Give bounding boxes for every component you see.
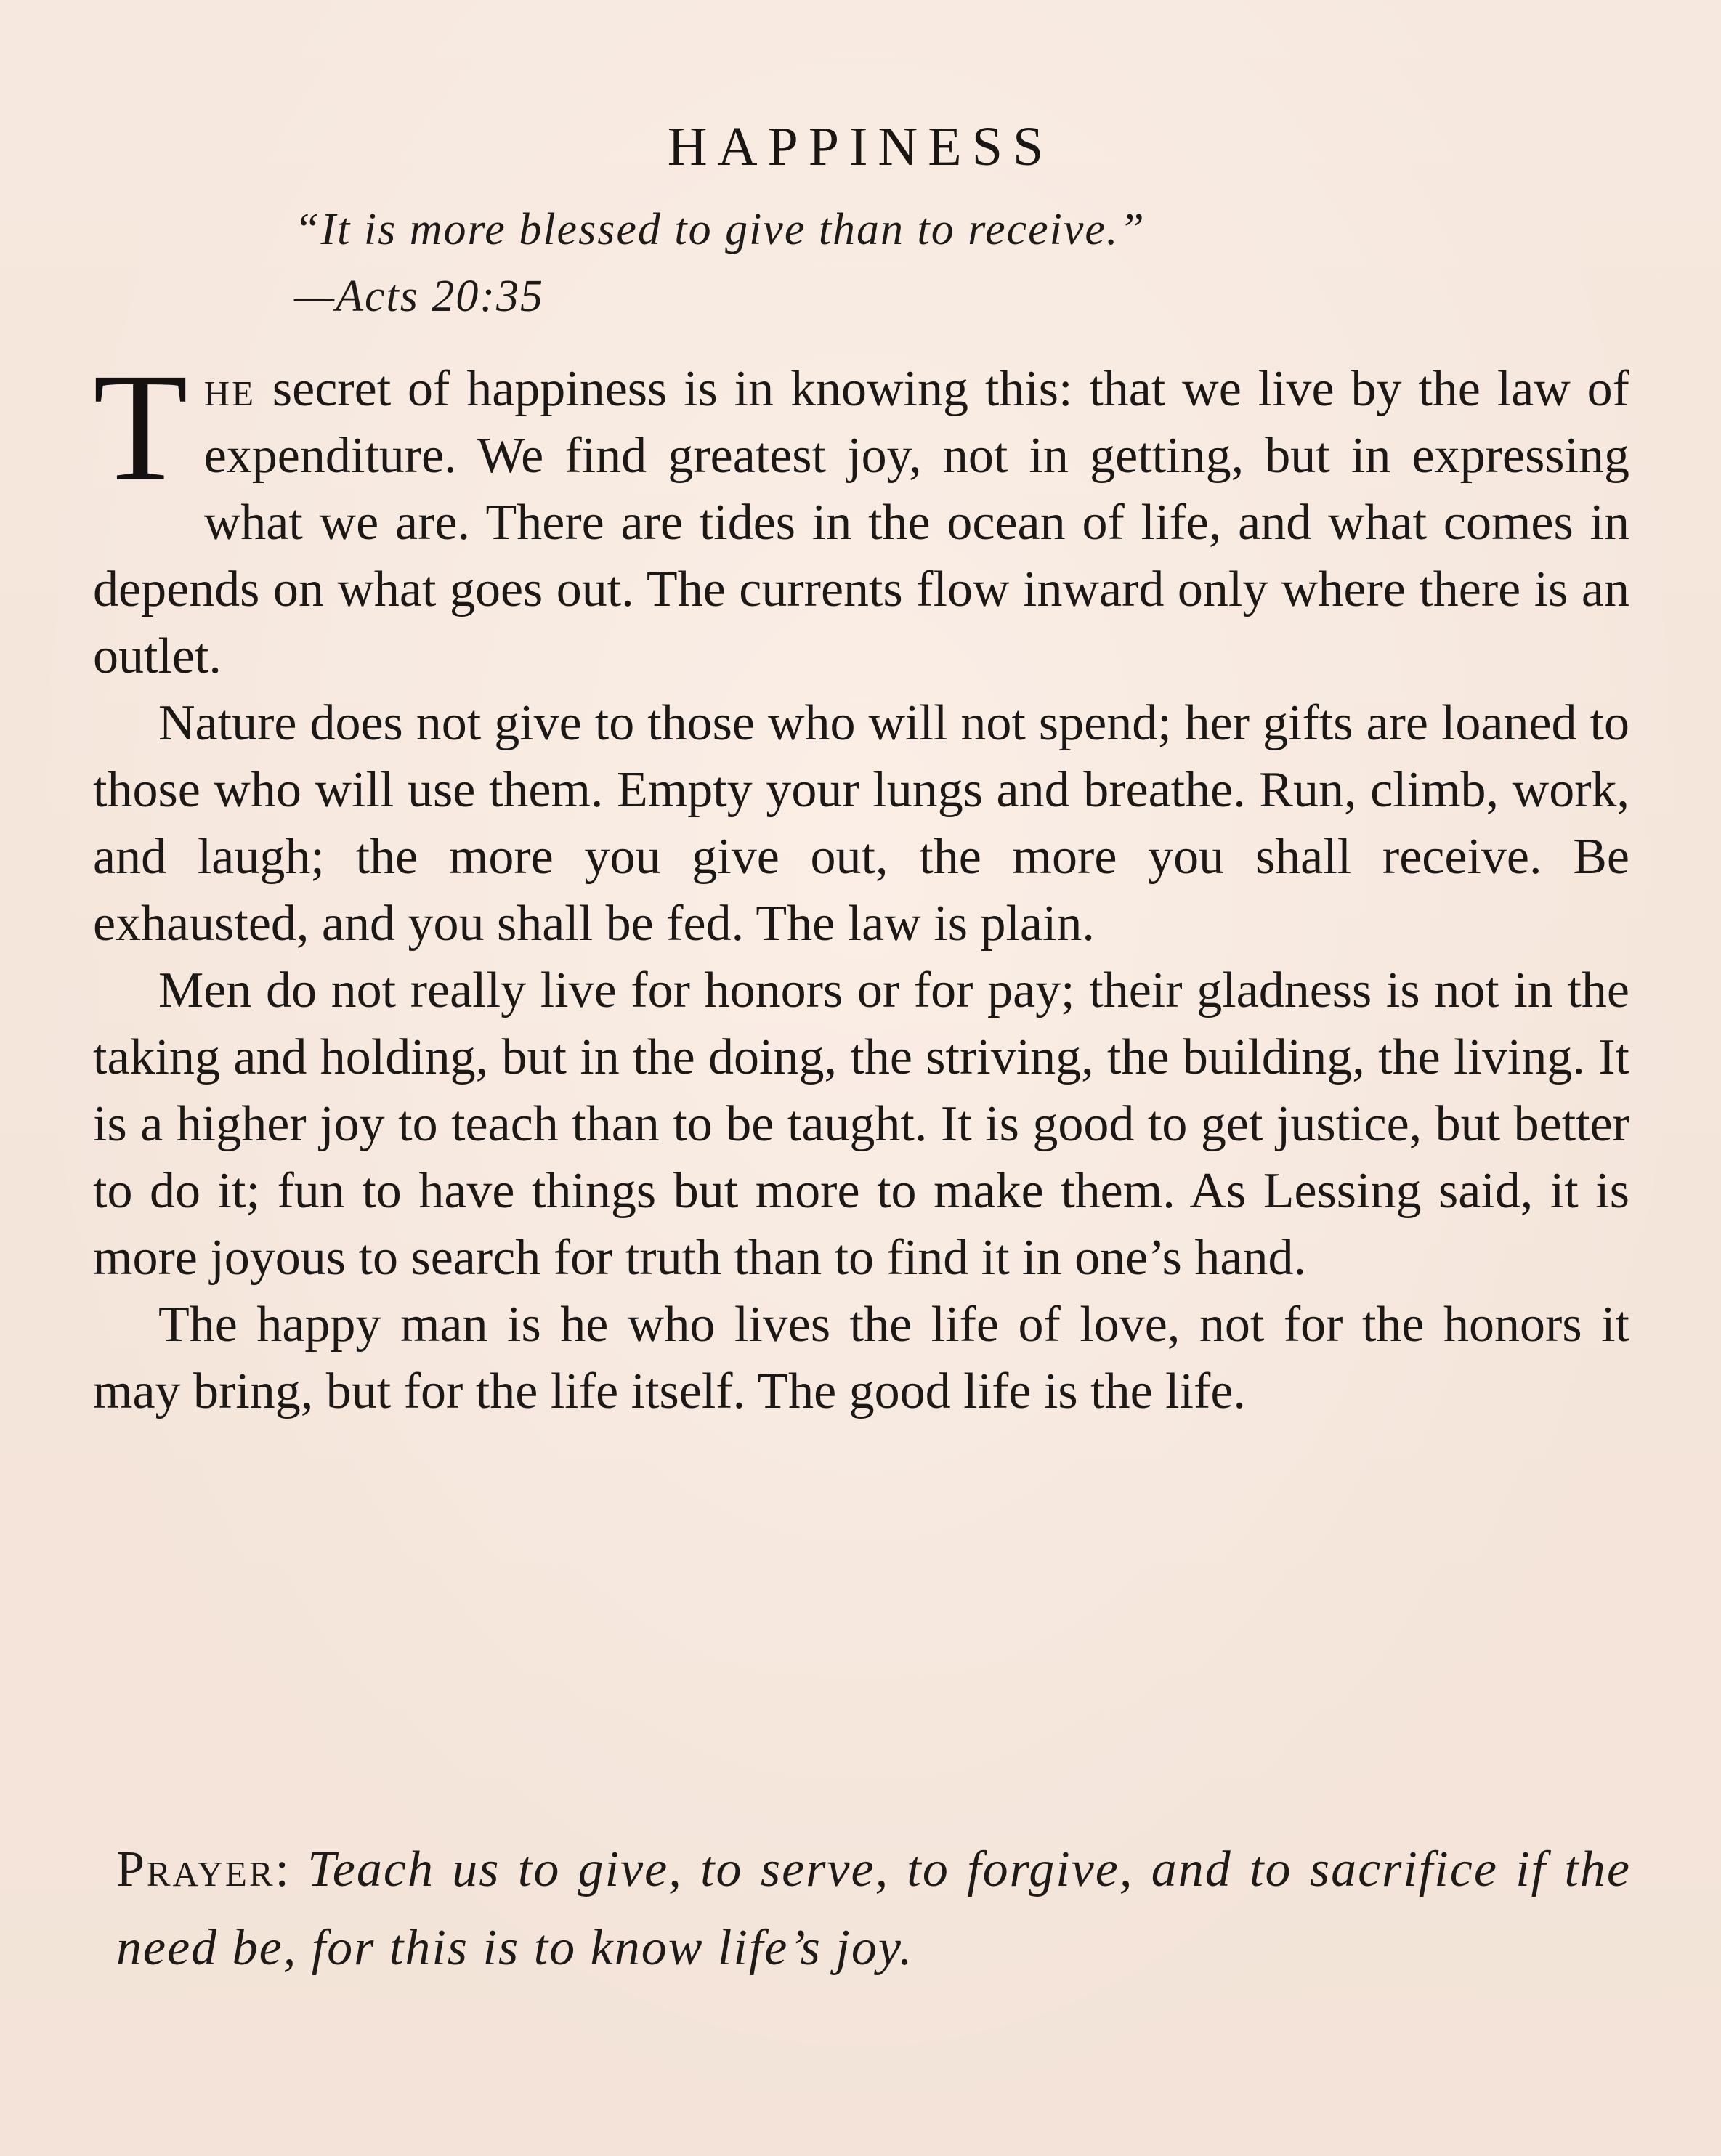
prayer-label: Prayer:: [116, 1841, 291, 1897]
paragraph-3: Men do not really live for honors or for pay; their gladness is not in the taking and holding, but in the doing, the striving, the building, the living. It is a higher joy to teach than to be taught. It is good to get justice, but better to do it; fun to have things but more to make them. As Lessing said, it is more joyous to search for truth than to find it in one’s hand.: [93, 962, 1629, 1286]
paragraph-1-lead: he: [203, 361, 256, 417]
prayer-text: Teach us to give, to serve, to forgive, and to sacrifice if the need be, for this is to know life’s joy.: [116, 1841, 1631, 1976]
epigraph-citation: —Acts 20:35: [294, 272, 545, 321]
epigraph-quote: “It is more blessed to give than to receive.”: [294, 205, 1146, 254]
paragraph-1: [93, 341, 1629, 690]
paragraph-2: Nature does not give to those who will not spend; her gifts are loaned to those who will use them. Empty your lungs and breathe. Run, climb, work, and laugh; the more you give out, the more you shall receive. Be exhausted, and you shall be fed. The law is plain.: [93, 695, 1629, 952]
paragraph-1-text: secret of happiness is in knowing this: that we live by the law of expenditure. We find greatest joy, not in getting, but in expressing what we are. There are tides in the ocean of life, and what comes in depends on what goes out. The currents flow inward only where there is an outlet.: [93, 361, 1629, 684]
page-title: HAPPINESS: [667, 115, 1054, 177]
epigraph: [294, 196, 1146, 330]
body-text: [93, 341, 1629, 1425]
paragraph-4: The happy man is he who lives the life of love, not for the honors it may bring, but for the life itself. The good life is the life.: [93, 1297, 1629, 1419]
prayer: [116, 1831, 1631, 1987]
drop-cap: T: [93, 341, 188, 514]
